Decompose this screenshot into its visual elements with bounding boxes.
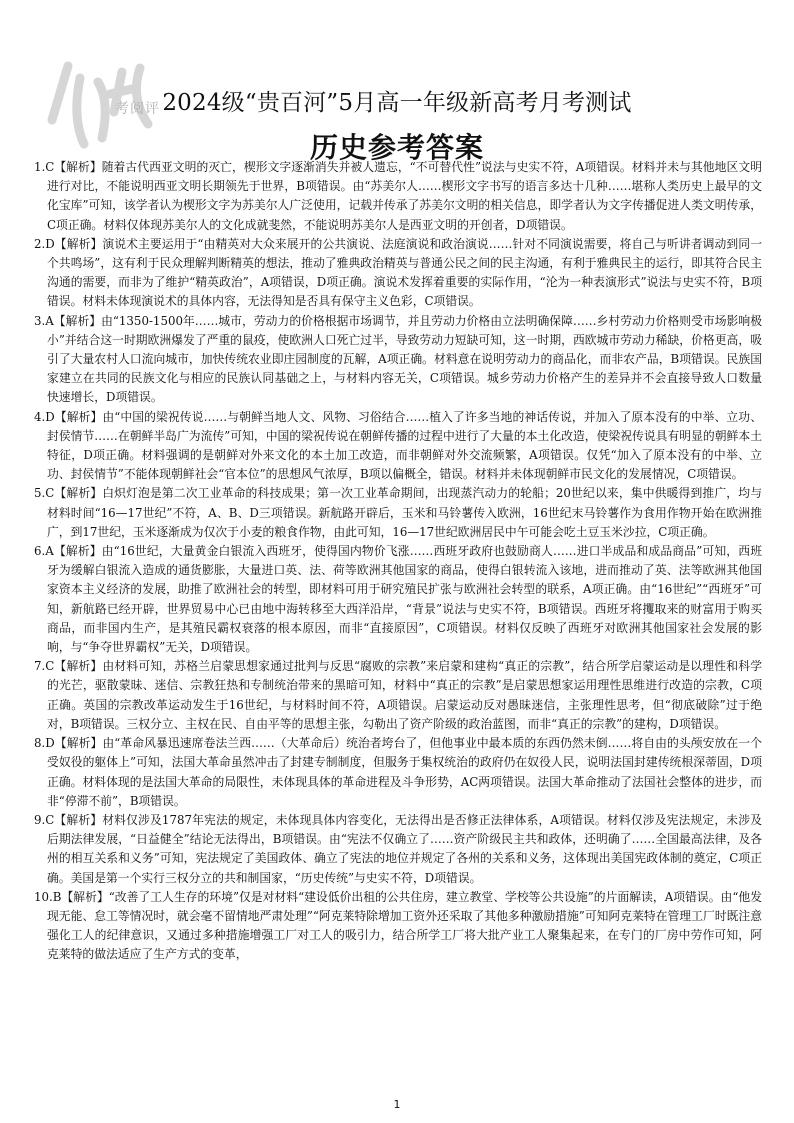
exam-title: 2024级“贵百河”5月高一年级新高考月考测试	[162, 90, 632, 116]
answer-number: 8.	[34, 736, 46, 751]
page-number: 1	[393, 1098, 401, 1111]
answer-number: 1.	[34, 160, 46, 174]
answer-number: 10.	[34, 889, 53, 904]
answer-text: C【解析】材料仅涉及1787年宪法的规定，未体现具体内容变化，无法得出是否修正法律体系，A项错误。材料仅涉及宪法规定，未涉及后期法律发展，“日益健全”结论无法得出，B项错误。由“宪法不仅确立了……资产阶级民主共和政体，还明确了……全国最高法律，及各州的相互关系和义务”可知，宪法规定了美国政体、确立了宪法的地位并规定了各州的关系和义务，这体现出美国宪政体制的奠定，C项正确。美国是第一个实行三权分立的共和制国家，“历史传统”与史实不符，D项错误。	[45, 812, 762, 885]
answer-number: 5.	[34, 486, 46, 501]
answer-number: 9.	[34, 812, 46, 827]
answer-item-2	[34, 235, 762, 312]
answer-item-5	[34, 484, 762, 542]
answer-text: C【解析】随着古代西亚文明的灭亡，楔形文字逐渐消失并被人遗忘，“不可替代性”说法与史实不符，A项错误。材料并未与其他地区文明进行对比，不能说明西亚文明长期领先于世界，B项错误。由“苏美尔人……楔形文字书写的语言多达十几种……堪称人类历史上最早的文化宝库”可知，该学者认为楔形文字为苏美尔人广泛使用，记载并传承了苏美尔文明的相关信息，即学者认为文字传播促进人类文明传承，C项正确。材料仅体现苏美尔人的文化成就斐然，不能说明苏美尔人是西亚文明的开创者，D项错误。	[45, 160, 762, 232]
answer-item-8	[34, 734, 762, 811]
answer-text: A【解析】由“16世纪，大量黄金白银流入西班牙，使得国内物价飞涨……西班牙政府也鼓励商人……进口半成品和成品商品”可知，西班牙为缓解白银流入造成的通货膨胀，大量进口英、法、荷等欧洲其他国家的商品，使得白银转流入该地，进而推动了英、法等欧洲其他国家资本主义经济的发展，助推了欧洲社会的转型，即材料可用于研究殖民扩张与欧洲社会转型的联系，A项正确。由“16世纪”“西班牙”可知，新航路已经开辟，世界贸易中心已由地中海转移至大西洋沿岸，“背景”说法与史实不符，B项错误。西班牙将攫取来的财富用于购买商品，而非国内生产，是其殖民霸权衰落的根本原因，而非“直接原因”，C项错误。材料仅反映了西班牙对欧洲其他国家社会发展的影响，与“争夺世界霸权”无关，D项错误。	[45, 544, 762, 655]
answer-number: 2.	[34, 236, 46, 251]
answer-number: 6.	[34, 544, 46, 559]
answer-item-9	[34, 811, 762, 888]
answer-text: C【解析】由材料可知，苏格兰启蒙思想家通过批判与反思“腐败的宗教”来启蒙和建构“真正的宗教”，结合所学启蒙运动是以理性和科学的光芒，驱散蒙昧、迷信、宗教狂热和专制统治带来的黑暗可知，材料中“真正的宗教”是启蒙思想家运用理性思维进行改造的宗教，C项正确。英国的宗教改革运动发生于16世纪，与材料时间不符，A项错误。启蒙运动反对愚昧迷信，主张理性思考，但“彻底破除”过于绝对，B项错误。三权分立、主权在民、自由平等的思想主张，勾勒出了资产阶级的政治蓝图，而非“真正的宗教”的建构，D项错误。	[45, 659, 762, 731]
answer-item-10	[34, 888, 762, 965]
document-header	[0, 84, 794, 166]
answer-text: C【解析】白炽灯泡是第二次工业革命的科技成果；第一次工业革命期间，出现蒸汽动力的轮船；20世纪以来，集中供暖得到推广，均与材料时间“16—17世纪”不符，A、B、D三项错误。新航路开辟后，玉米和马铃薯传入欧洲，16世纪末马铃薯作为食用作物开始在欧洲推广，到17世纪，玉米逐渐成为仅次于小麦的粮食作物，由此可知，16—17世纪欧洲居民中午可能会吃土豆玉米沙拉，C项正确。	[45, 486, 762, 539]
answer-item-4	[34, 408, 762, 485]
watermark-logo-text: 考阅评	[115, 101, 160, 117]
answer-item-3	[34, 312, 762, 408]
answer-text: D【解析】演说术主要运用于“由精英对大众来展开的公共演说、法庭演说和政治演说……针对不同演说需要，将自己与听讲者调动到同一个共鸣场”，这有利于民众理解判断精英的想法，推动了雅典政治精英与普通公民之间的民主沟通，有利于雅典民主的运行，即其符合民主沟通的需要，而非为了维护“精英政治”，A项错误，D项正确。演说术发挥着重要的实际作用，“沦为一种表演形式”说法与史实不符，B项错误。材料未体现演说术的具体内容，无法得知是否具有保守主义色彩，C项错误。	[45, 236, 762, 309]
answer-text: B【解析】“改善了工人生存的环境”仅是对材料“建设低价出租的公共住房，建立教堂、学校等公共设施”的片面解读，A项错误。由“他发现无能、怠工等情况时，就会毫不留情地严肃处理”“阿克莱特除增加工资外还采取了其他多种激励措施”可知阿克莱特在管理工厂时既注意强化工人的纪律意识，又通过多种措施增强工厂对工人的吸引力，结合所学工厂将大批产业工人聚集起来，在专门的厂房中劳作可知，阿克莱特的做法适应了生产方式的变革，	[47, 889, 762, 962]
answer-item-6	[34, 542, 762, 657]
answer-item-7	[34, 657, 762, 734]
answer-number: 3.	[34, 313, 46, 328]
answer-number: 4.	[34, 409, 46, 424]
subject-title: 历史参考答案	[309, 131, 484, 164]
answer-item-1	[34, 158, 762, 235]
answer-text: A【解析】由“1350-1500年……城市，劳动力的价格根据市场调节，并且劳动力价格由立法明确保障……乡村劳动力价格则受市场影响极小”并结合这一时期欧洲爆发了严重的鼠疫，使欧洲人口死亡过半，导致劳动力短缺可知，这一时期，西欧城市劳动力稀缺，价格更高，吸引了大量农村人口流向城市，加快传统农业即庄园制度的瓦解，A项正确。材料意在说明劳动力的商品化，而非农产品，B项错误。民族国家建立在共同的民族文化与相应的民族认同基础之上，与材料内容无关，C项错误。城乡劳动力价格产生的差异并不会直接导致人口数量快速增长，D项错误。	[45, 313, 762, 405]
answer-text: D【解析】由“革命风暴迅速席卷法兰西……（大革命后）统治者垮台了，但他事业中最本质的东西仍然未倒……将自由的头颅安放在一个受奴役的躯体上”可知，法国大革命虽然冲击了封建专制制度，但服务于集权统治的政府仍在奴役人民，说明法国封建传统根深蒂固，D项正确。材料体现的是法国大革命的局限性，未体现具体的革命进程及斗争形势，AC两项错误。法国大革命推动了法国社会整体的进步，而非“停滞不前”，B项错误。	[45, 736, 762, 808]
answer-list	[34, 158, 762, 965]
answer-number: 7.	[34, 659, 46, 674]
answer-text: D【解析】由“中国的梁祝传说……与朝鲜当地人文、风物、习俗结合……植入了许多当地的神话传说，并加入了原本没有的中举、立功、封侯情节……在朝鲜半岛广为流传”可知，中国的梁祝传说在朝鲜传播的过程中进行了大量的本土化改造，使梁祝传说具有明显的朝鲜本土特征，D项正确。材料强调的是朝鲜对外来文化的本土加工改造，而非朝鲜对外交流频繁，A项错误。仅凭“加入了原本没有的中举、立功、封侯情节”不能体现朝鲜社会“官本位”的思想风气浓厚，B项以偏概全，错误。材料并未体现朝鲜市民文化的发展情况，C项错误。	[45, 409, 762, 482]
